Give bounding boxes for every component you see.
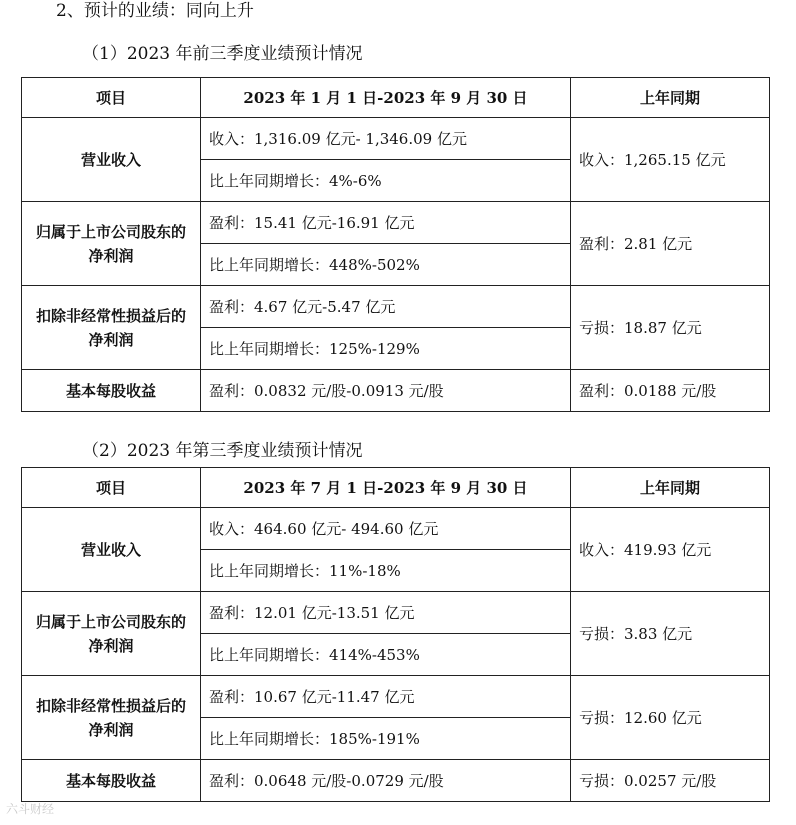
cell-prior: 盈利：0.0188 元/股: [571, 370, 770, 412]
cell-current: 收入：1,316.09 亿元- 1,346.09 亿元: [201, 118, 571, 160]
table-header-row: [22, 78, 770, 118]
table-row: [22, 118, 770, 160]
header-period: 2023 年 1 月 1 日-2023 年 9 月 30 日: [201, 78, 571, 118]
row-label-adjusted-net-profit: 扣除非经常性损益后的净利润: [22, 676, 201, 760]
table-row: [22, 676, 770, 718]
row-label-revenue: 营业收入: [22, 508, 201, 592]
cell-prior: 收入：1,265.15 亿元: [571, 118, 770, 202]
cell-current: 盈利：12.01 亿元-13.51 亿元: [201, 592, 571, 634]
row-label-eps: 基本每股收益: [22, 760, 201, 802]
row-label-net-profit: 归属于上市公司股东的净利润: [22, 592, 201, 676]
header-item: 项目: [22, 78, 201, 118]
cell-growth: 比上年同期增长：125%-129%: [201, 328, 571, 370]
table2-caption: （2）2023 年第三季度业绩预计情况: [82, 441, 363, 461]
cell-prior: 亏损：18.87 亿元: [571, 286, 770, 370]
table-row: [22, 286, 770, 328]
cell-prior: 亏损：12.60 亿元: [571, 676, 770, 760]
header-item: 项目: [22, 468, 201, 508]
cell-prior: 收入：419.93 亿元: [571, 508, 770, 592]
cell-prior: 盈利：2.81 亿元: [571, 202, 770, 286]
cell-growth: 比上年同期增长：414%-453%: [201, 634, 571, 676]
cell-current: 盈利：0.0832 元/股-0.0913 元/股: [201, 370, 571, 412]
cell-current: 盈利：15.41 亿元-16.91 亿元: [201, 202, 571, 244]
forecast-table-third-quarter: [21, 467, 770, 802]
cell-current: 盈利：4.67 亿元-5.47 亿元: [201, 286, 571, 328]
header-period: 2023 年 7 月 1 日-2023 年 9 月 30 日: [201, 468, 571, 508]
row-label-eps: 基本每股收益: [22, 370, 201, 412]
cell-growth: 比上年同期增长：11%-18%: [201, 550, 571, 592]
table-row: [22, 370, 770, 412]
cell-growth: 比上年同期增长：448%-502%: [201, 244, 571, 286]
table-row: [22, 760, 770, 802]
section-heading: 2、预计的业绩：同向上升: [56, 1, 254, 21]
watermark: 六斗财经: [6, 802, 55, 816]
cell-growth: 比上年同期增长：185%-191%: [201, 718, 571, 760]
table-header-row: [22, 468, 770, 508]
header-prior-year: 上年同期: [571, 468, 770, 508]
row-label-net-profit: 归属于上市公司股东的净利润: [22, 202, 201, 286]
forecast-table-first-three-quarters: [21, 77, 770, 412]
table-row: [22, 508, 770, 550]
table-row: [22, 592, 770, 634]
table-row: [22, 202, 770, 244]
cell-current: 盈利：10.67 亿元-11.47 亿元: [201, 676, 571, 718]
cell-current: 盈利：0.0648 元/股-0.0729 元/股: [201, 760, 571, 802]
row-label-revenue: 营业收入: [22, 118, 201, 202]
row-label-adjusted-net-profit: 扣除非经常性损益后的净利润: [22, 286, 201, 370]
table1-caption: （1）2023 年前三季度业绩预计情况: [82, 44, 363, 64]
cell-prior: 亏损：3.83 亿元: [571, 592, 770, 676]
cell-growth: 比上年同期增长：4%-6%: [201, 160, 571, 202]
header-prior-year: 上年同期: [571, 78, 770, 118]
cell-current: 收入：464.60 亿元- 494.60 亿元: [201, 508, 571, 550]
cell-prior: 亏损：0.0257 元/股: [571, 760, 770, 802]
